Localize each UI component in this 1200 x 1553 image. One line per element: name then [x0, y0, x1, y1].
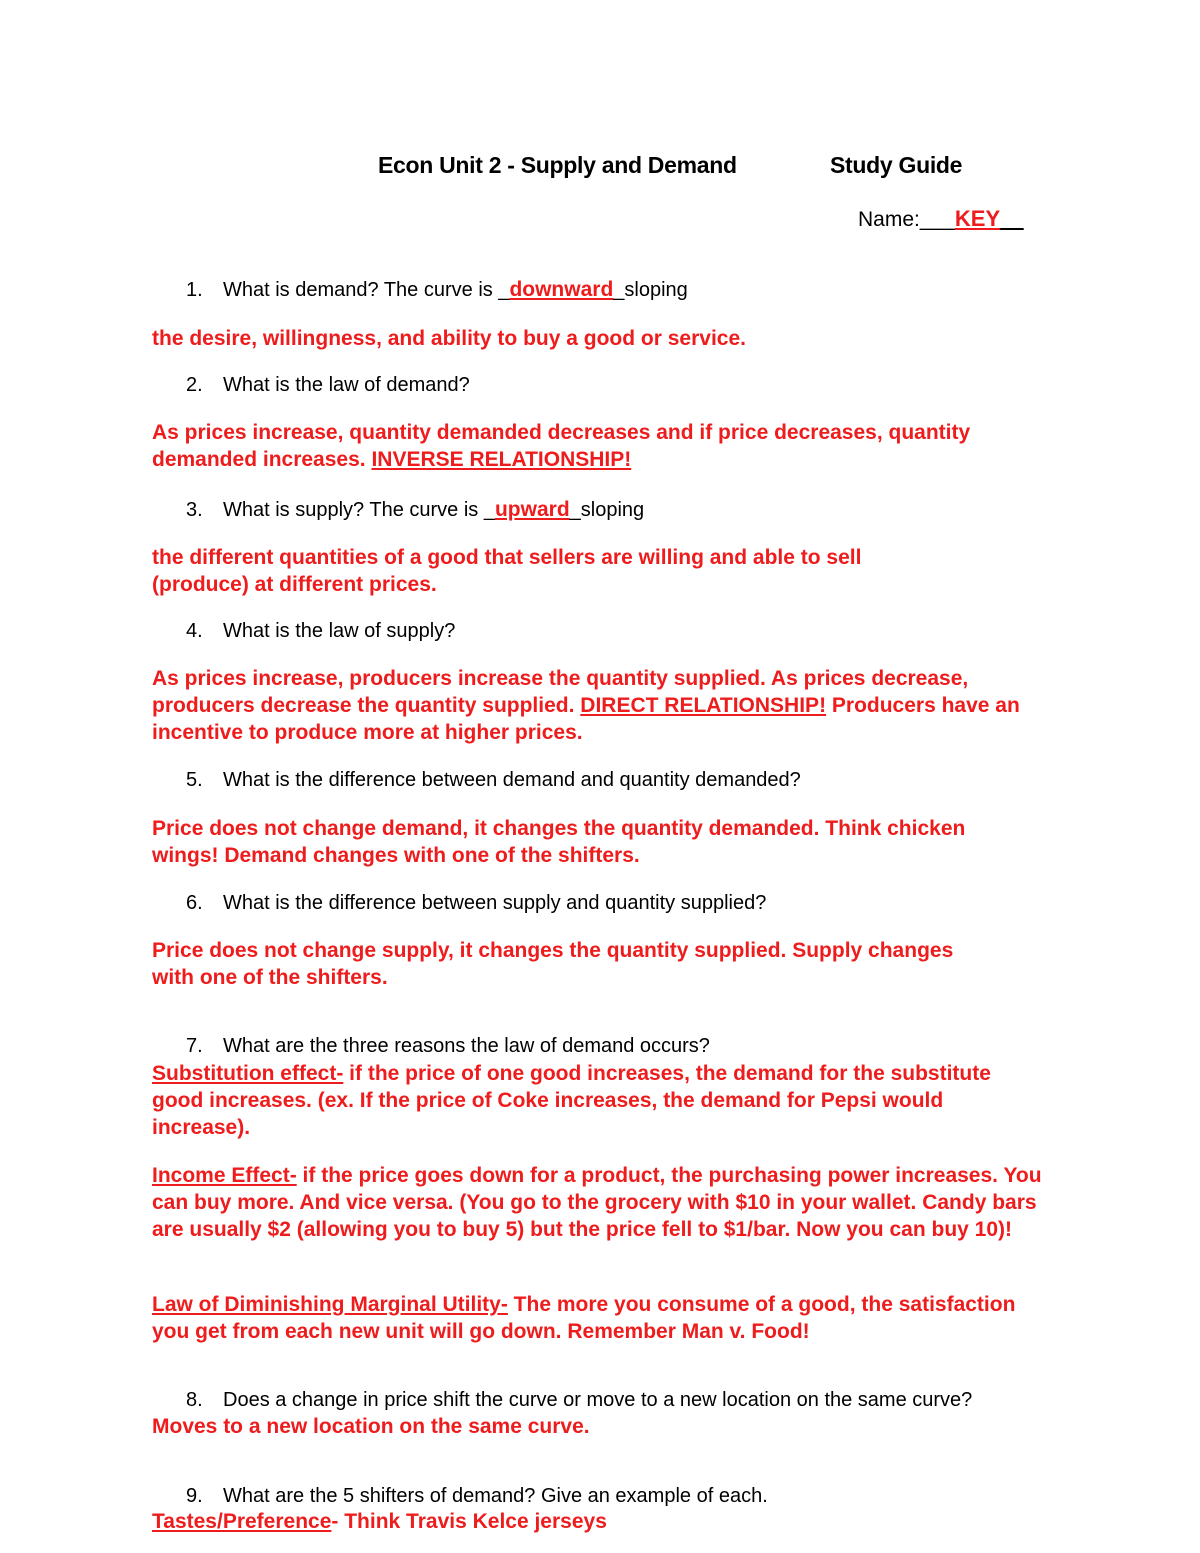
answer-7-utility: [152, 1291, 1032, 1345]
question-number: 2.: [186, 374, 203, 396]
answer-text: if the price of one good increases, the demand for the substitute good increases. (ex. If the price of Coke increases, the demand for Pepsi would increase).: [152, 1062, 991, 1139]
name-blank-before: ___: [919, 208, 955, 231]
question-text-after: sloping: [624, 279, 688, 301]
blank-line: _: [613, 279, 625, 301]
question-3: [186, 498, 644, 522]
question-2: [186, 374, 470, 397]
answer-6: [152, 937, 972, 991]
blank-line: _: [498, 279, 510, 301]
answer-text: the desire, willingness, and ability to buy a good or service.: [152, 327, 746, 350]
question-text: What are the 5 shifters of demand? Give an example of each.: [223, 1485, 768, 1507]
answer-blank: downward: [509, 278, 614, 301]
answer-9: [152, 1508, 1052, 1535]
question-text-after: sloping: [580, 499, 645, 521]
answer-term: Law of Diminishing Marginal Utility-: [152, 1293, 508, 1316]
question-text: What is supply? The curve is: [223, 499, 484, 521]
answer-text: As prices increase, quantity demanded decreases and if price decreases, quantity demanded increases.: [152, 421, 971, 471]
question-1: [186, 278, 688, 302]
question-8: [186, 1389, 972, 1412]
answer-blank: upward: [494, 498, 570, 521]
answer-7-income: [152, 1162, 1052, 1243]
answer-text: Price does not change supply, it changes the quantity supplied. Supply changes with one of the shifters.: [152, 939, 954, 989]
answer-text: Moves to a new location on the same curve.: [152, 1415, 590, 1438]
question-text: What is the law of supply?: [223, 620, 456, 642]
answer-text: The more you consume of a good, the satisfaction you get from each new unit will go down. Remember Man v. Food!: [152, 1293, 1016, 1343]
blank-line: _: [569, 499, 581, 521]
document-subtitle: Study Guide: [830, 152, 963, 178]
answer-text: if the price goes down for a product, the purchasing power increases. You can buy more. And vice versa. (You go to the grocery with $10 in your wallet. Candy bars are usually $2 (allowing you to buy 5) but the price fell to $1/bar. Now you can buy 10)!: [152, 1164, 1042, 1241]
question-text: What is the difference between supply and quantity supplied?: [223, 892, 767, 914]
question-text: What is the difference between demand and quantity demanded?: [223, 769, 801, 791]
blank-line: _: [483, 499, 495, 521]
question-number: 9.: [186, 1485, 203, 1507]
name-label: Name:: [858, 208, 920, 231]
name-blank-after: __: [1000, 208, 1024, 231]
answer-text: Price does not change demand, it changes the quantity demanded. Think chicken wings! Demand changes with one of the shifters.: [152, 817, 966, 867]
question-4: [186, 620, 455, 643]
answer-emphasis: DIRECT RELATIONSHIP!: [580, 694, 827, 717]
name-line: [858, 206, 1024, 232]
answer-7-substitution: [152, 1060, 1032, 1141]
answer-text: Producers have an incentive to produce more at higher prices.: [152, 694, 1020, 744]
answer-4: [152, 665, 1052, 746]
document-title: Econ Unit 2 - Supply and Demand: [378, 152, 737, 178]
question-number: 5.: [186, 769, 203, 791]
question-text: Does a change in price shift the curve or move to a new location on the same curve?: [223, 1389, 973, 1411]
answer-5: [152, 815, 992, 869]
name-value: KEY: [954, 206, 1001, 231]
answer-1: [152, 325, 1052, 352]
answer-2: [152, 419, 992, 473]
question-number: 8.: [186, 1389, 203, 1411]
question-number: 4.: [186, 620, 203, 642]
question-number: 7.: [186, 1035, 203, 1057]
question-5: [186, 769, 801, 792]
answer-term: Substitution effect-: [152, 1062, 344, 1085]
answer-text: - Think Travis Kelce jerseys: [331, 1510, 607, 1533]
answer-term: Tastes/Preference: [152, 1510, 332, 1533]
question-number: 6.: [186, 892, 203, 914]
question-text: What is demand? The curve is: [223, 279, 499, 301]
question-text: What is the law of demand?: [223, 374, 470, 396]
question-7: [186, 1035, 710, 1058]
answer-emphasis: INVERSE RELATIONSHIP!: [371, 448, 632, 471]
question-number: 3.: [186, 499, 203, 521]
answer-text: the different quantities of a good that sellers are willing and able to sell (produce) at different prices.: [152, 546, 862, 596]
question-number: 1.: [186, 279, 203, 301]
answer-text: As prices increase, producers increase the quantity supplied. As prices decrease, producers decrease the quantity supplied.: [152, 667, 969, 717]
answer-term: Income Effect-: [152, 1164, 297, 1187]
question-text: What are the three reasons the law of demand occurs?: [223, 1035, 710, 1057]
question-9: [186, 1485, 768, 1508]
answer-8: [152, 1413, 1052, 1440]
answer-3: [152, 544, 952, 598]
question-6: [186, 892, 766, 915]
